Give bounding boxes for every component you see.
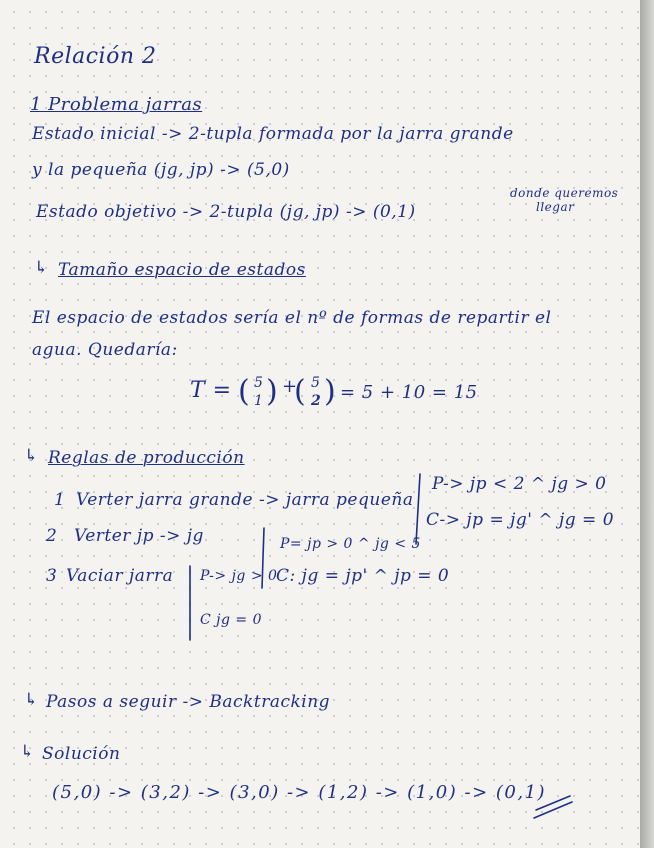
steps-heading: Pasos a seguir -> Backtracking [46, 692, 331, 712]
bullet-icon: ↳ [24, 690, 39, 710]
rule1-precondition: P-> jp < 2 ^ jg > 0 [432, 474, 607, 494]
formula-result: = 5 + 10 = 15 [340, 382, 478, 403]
formula-prefix: T = [190, 378, 232, 403]
bullet-icon: ↳ [34, 258, 49, 278]
rule2-consequence: C: jg = jp' ^ jp = 0 [276, 566, 450, 586]
binom2-close: ) [324, 374, 337, 409]
problem-heading: 1 Problema jarras [30, 94, 203, 115]
rule-number: 2 [46, 526, 58, 546]
space-line1: El espacio de estados sería el nº de formas de repartir el [32, 308, 552, 328]
page-title: Relación 2 [34, 44, 157, 69]
goal-state: Estado objetivo -> 2-tupla (jg, jp) -> (0,1) [36, 202, 416, 222]
binom1-close: ) [266, 374, 279, 409]
rule3-precondition: P-> jg > 0 [200, 568, 278, 584]
formula-plus: + [282, 376, 298, 397]
binom1-open: ( [238, 374, 251, 409]
rule-number: 3 [46, 566, 58, 586]
goal-note-2: llegar [536, 200, 575, 214]
rule-text: Vaciar jarra [66, 566, 174, 586]
binom1-top: 5 [254, 375, 264, 391]
binom1-bottom: 1 [254, 393, 264, 409]
rule-text: Verter jarra grande -> jarra pequeña [76, 490, 414, 510]
rule1-consequence: C-> jp = jg' ^ jg = 0 [426, 510, 615, 530]
bullet-icon: ↳ [20, 742, 35, 762]
binom2-bottom: 2 [311, 393, 322, 409]
rule-number: 1 [54, 490, 66, 510]
binom2-open: ( [294, 374, 307, 409]
binom2-top: 5 [311, 375, 321, 391]
solution-sequence: (5,0) -> (3,2) -> (3,0) -> (1,2) -> (1,0) -> (0,1) [52, 782, 547, 803]
rule-text: Verter jp -> jg [74, 526, 204, 546]
space-size-heading: Tamaño espacio de estados [58, 260, 306, 280]
rule2-precondition: P= jp > 0 ^ jg < 5 [280, 536, 421, 552]
bullet-icon: ↳ [24, 446, 39, 466]
page-edge [640, 0, 654, 848]
initial-state-line2: y la pequeña (jg, jp) -> (5,0) [32, 160, 290, 180]
rules-heading: Reglas de producción [48, 448, 245, 468]
initial-state-line1: Estado inicial -> 2-tupla formada por la jarra grande [32, 124, 514, 144]
goal-note-1: donde queremos [510, 186, 619, 200]
space-line2: agua. Quedaría: [32, 340, 178, 360]
solution-heading: Solución [42, 744, 121, 764]
rule3-consequence: C jg = 0 [200, 612, 263, 628]
